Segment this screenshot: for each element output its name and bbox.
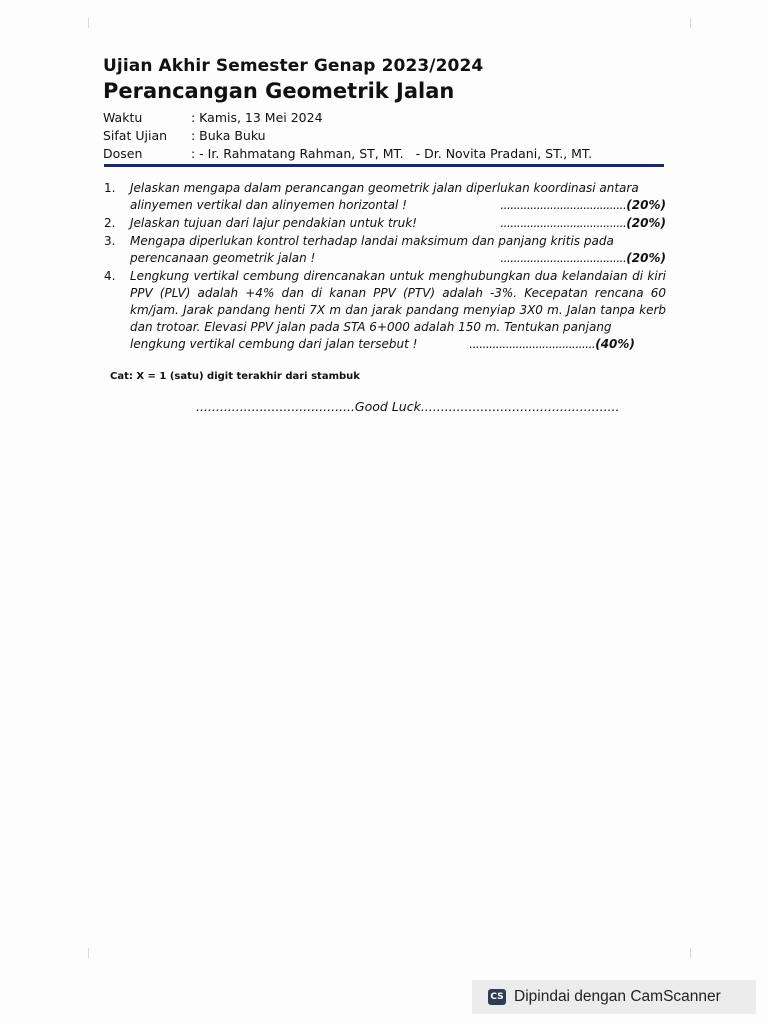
question-dots: ...................................... — [500, 216, 627, 230]
type-value: : Buka Buku — [191, 128, 266, 143]
scan-corner-mark — [680, 948, 691, 958]
question-text: Jelaskan mengapa dalam perancangan geometrik jalan diperlukan koordinasi antara — [130, 181, 639, 195]
good-luck-line: ........................................Good Luck.................................................. — [196, 399, 620, 414]
scan-corner-mark — [680, 18, 691, 28]
type-label: Sifat Ujian — [103, 128, 168, 143]
question-list — [104, 180, 666, 354]
exam-time-row — [103, 110, 323, 125]
course-title: Perancangan Geometrik Jalan — [103, 79, 455, 103]
question-text-line2: perencanaan geometrik jalan ! — [130, 251, 316, 265]
question-number: 4. — [104, 269, 116, 283]
scan-corner-mark — [88, 948, 99, 958]
question-weight: (20%) — [626, 251, 666, 265]
question-item — [104, 180, 666, 214]
question-item — [104, 233, 666, 267]
question-weight: (20%) — [626, 216, 666, 230]
lecturer-label: Dosen — [103, 146, 143, 161]
question-dots: ...................................... — [500, 251, 627, 265]
question-text: Lengkung vertikal cembung direncanakan untuk menghubungkan dua kelandaian di kiri PPV (PLV) adalah +4% dan di kanan PPV (PTV) adalah -3%. Kecepatan rencana 60 km/jam. Jarak pandang henti 7X m dan jarak pandang menyiap 3X0 m. Jalan tanpa kerb dan trotoar. Elevasi PPV jalan pada STA 6+000 adalah 150 m. Tentukan panjang — [130, 269, 666, 334]
question-dots: ...................................... — [500, 198, 627, 212]
exam-type-row — [103, 128, 266, 143]
exam-note: Cat: X = 1 (satu) digit terakhir dari stambuk — [110, 371, 360, 382]
question-dots: ...................................... — [469, 337, 596, 351]
header-divider — [104, 164, 664, 167]
question-text: Mengapa diperlukan kontrol terhadap landai maksimum dan panjang kritis pada — [130, 234, 614, 248]
camscanner-text: Dipindai dengan CamScanner — [514, 988, 721, 1005]
question-weight: (20%) — [626, 198, 666, 212]
question-weight: (40%) — [595, 337, 635, 351]
camscanner-watermark — [472, 980, 756, 1014]
question-number: 3. — [104, 234, 116, 248]
question-text-line2: alinyemen vertikal dan alinyemen horizontal ! — [130, 198, 407, 212]
lecturer-value-2: - Dr. Novita Pradani, ST., MT. — [415, 146, 593, 161]
time-value: : Kamis, 13 Mei 2024 — [191, 110, 323, 125]
question-text: Jelaskan tujuan dari lajur pendakian untuk truk! — [130, 216, 417, 230]
exam-title: Ujian Akhir Semester Genap 2023/2024 — [103, 56, 484, 76]
question-text-line2: lengkung vertikal cembung dari jalan tersebut ! — [130, 337, 418, 351]
question-item — [104, 268, 666, 353]
lecturer-row — [103, 146, 592, 161]
lecturer-value-1: : - Ir. Rahmatang Rahman, ST, MT. — [191, 146, 404, 161]
question-item — [104, 215, 666, 232]
question-number: 2. — [104, 216, 116, 230]
question-number: 1. — [104, 181, 116, 195]
scan-corner-mark — [88, 18, 99, 28]
camscanner-icon: CS — [488, 989, 506, 1005]
time-label: Waktu — [103, 110, 143, 125]
